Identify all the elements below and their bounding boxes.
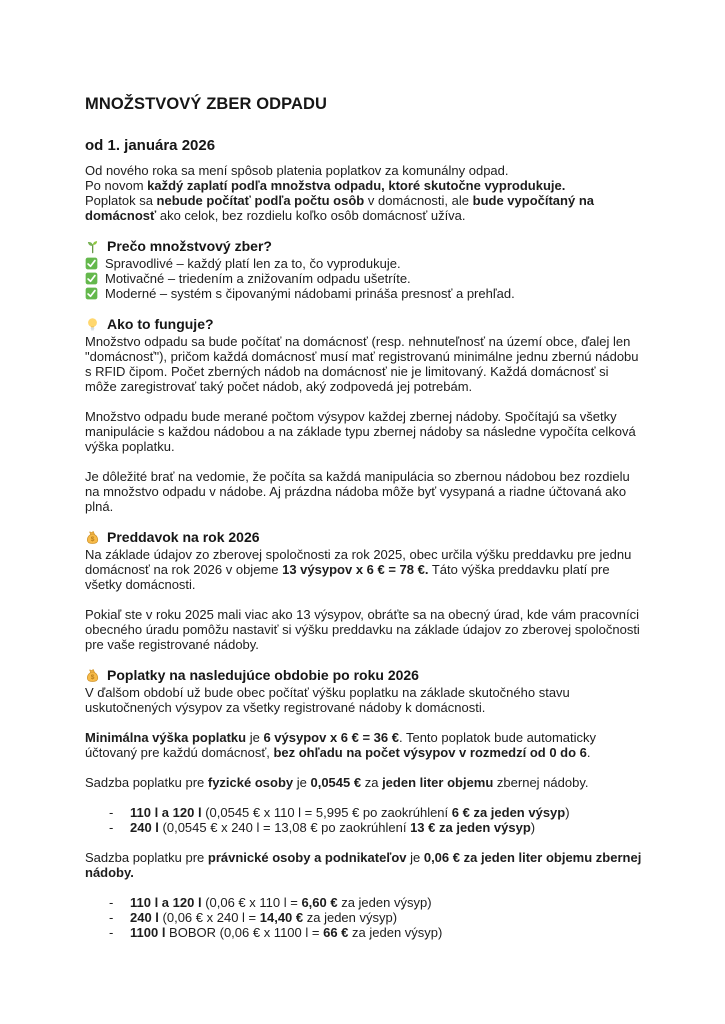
section-heading-label: Poplatky na nasledujúce obdobie po roku 2026 (107, 667, 419, 683)
text-run: Poplatok sa (85, 193, 157, 208)
check-list (85, 256, 643, 301)
text-run: (0,0545 € x 110 l = 5,995 € po zaokrúhlení (201, 805, 452, 820)
text-run: 6 výsypov x 6 € = 36 € (263, 730, 399, 745)
check-icon (85, 287, 98, 300)
text-run: právnické osoby a podnikateľov (207, 850, 407, 865)
text-run: bez ohľadu na počet výsypov v rozmedzí od 0 do 6 (273, 745, 587, 760)
text-run: 6 € za jeden výsyp (451, 805, 566, 820)
paragraph (85, 730, 643, 760)
text-run: za jeden výsyp) (348, 925, 443, 940)
text-run: 13 výsypov x 6 € = 78 €. (282, 562, 429, 577)
check-list-item (85, 256, 643, 271)
paragraph (85, 547, 643, 592)
text-run: Množstvo odpadu bude merané počtom výsypov každej zbernej nádoby. Spočítajú sa všetky manipulácie s každou nádobou a na základe typu zbernej nádoby sa následne vypočíta celková výška poplatku. (85, 409, 636, 454)
document-title: MNOŽSTVOVÝ ZBER ODPADU (85, 95, 328, 113)
paragraph (85, 850, 643, 880)
svg-text:$: $ (90, 536, 95, 544)
moneybag-icon (85, 530, 100, 545)
section-heading-label: Ako to funguje? (107, 316, 214, 332)
text-run: je (246, 730, 264, 745)
text-run: Minimálna výška poplatku (85, 730, 247, 745)
text-run: je (406, 850, 424, 865)
text-run: 66 € (323, 925, 349, 940)
list-item (85, 910, 643, 925)
text-run: Je dôležité brať na vedomie, že počíta sa každá manipulácia so zbernou nádobou bez rozdielu na množstvo odpadu v nádobe. Aj prázdna nádoba môže byť vysypaná a riadne účtovaná ako plná. (85, 469, 630, 514)
text-run: 14,40 € (259, 910, 304, 925)
text-run: 0,06 € za jeden liter objemu zbernej nádoby. (85, 850, 642, 880)
list-marker: - (109, 805, 114, 820)
text-run: je (293, 775, 311, 790)
section-heading (85, 238, 643, 255)
check-item-label: Spravodlivé – každý platí len za to, čo vyprodukuje. (105, 256, 401, 271)
text-run: ako celok, bez rozdielu koľko osôb domácnosť užíva. (156, 208, 466, 223)
text-run: 110 l a 120 l (130, 895, 202, 910)
text-run: Od nového roka sa mení spôsob platenia poplatkov za komunálny odpad. (85, 163, 509, 178)
paragraph (85, 685, 643, 715)
paragraph (85, 334, 643, 394)
text-run: Sadzba poplatku pre (85, 775, 208, 790)
text-run: 110 l a 120 l (130, 805, 202, 820)
list-marker: - (109, 925, 114, 940)
section-heading (85, 316, 643, 333)
section-heading-label: Prečo množstvový zber? (107, 238, 272, 254)
dash-list (85, 895, 643, 940)
section-heading-label: Preddavok na rok 2026 (107, 529, 260, 545)
paragraph (85, 607, 643, 652)
document-page (85, 94, 643, 955)
paragraph (85, 163, 643, 223)
text-run: Pokiaľ ste v roku 2025 mali viac ako 13 výsypov, obráťte sa na obecný úrad, kde vám pracovníci obecného úradu pomôžu nastaviť si výšku preddavku na základe údajov zo zberovej spoločnosti pre vaše registrované nádoby. (85, 607, 640, 652)
seedling-icon (85, 239, 100, 254)
text-run: 1100 l (130, 925, 166, 940)
text-run: Po novom (85, 178, 148, 193)
text-run: zbernej nádoby. (493, 775, 589, 790)
check-icon (85, 257, 98, 270)
section-heading (85, 529, 643, 546)
text-run: ) (565, 805, 570, 820)
document-content (85, 163, 643, 940)
text-run: v domácnosti, ale (364, 193, 473, 208)
check-list-item (85, 271, 643, 286)
text-run: Množstvo odpadu sa bude počítať na domácnosť (resp. nehnuteľnosť na území obce, ďalej len "domácnosť"), pričom každá domácnosť musí mať registrovanú minimálne jednu zbernú nádobu s RFID čipom. Počet zberných nádob na domácnosť nie je limitovaný. Každá domácnosť si môže zaregistrovať taký počet nádob, aký zodpovedá jej potrebám. (85, 334, 639, 394)
text-run: 240 l (130, 820, 159, 835)
list-item (85, 805, 643, 820)
text-run: za jeden výsyp) (337, 895, 432, 910)
text-run: Sadzba poplatku pre (85, 850, 208, 865)
text-run: (0,06 € x 110 l = (201, 895, 302, 910)
list-marker: - (109, 910, 114, 925)
text-run: jeden liter objemu (382, 775, 494, 790)
text-run: . (586, 745, 591, 760)
text-run: Na základe údajov zo zberovej spoločnosti za rok 2025, obec určila výšku preddavku pre jednu domácnosť na rok 2026 v objeme (85, 547, 632, 577)
text-run: bude vypočítaný na domácnosť (85, 193, 594, 223)
check-item-label: Moderné – systém s čipovanými nádobami prináša presnosť a prehľad. (105, 286, 515, 301)
text-run: 6,60 € (301, 895, 338, 910)
document-subtitle: od 1. januára 2026 (85, 137, 216, 154)
text-run: Táto výška preddavku platí pre všetky domácnosti. (85, 562, 610, 592)
text-run: 13 € za jeden výsyp (410, 820, 531, 835)
bulb-icon (85, 317, 100, 332)
text-run: fyzické osoby (207, 775, 294, 790)
svg-text:$: $ (90, 674, 95, 682)
check-item-label: Motivačné – triedením a znižovaním odpadu ušetríte. (105, 271, 411, 286)
text-run: každý zaplatí podľa množstva odpadu, ktoré skutočne vyprodukuje. (147, 178, 566, 193)
text-run: V ďalšom období už bude obec počítať výšku poplatku na základe skutočného stavu uskutočnených výsypov za všetky registrované nádoby k domácnosti. (85, 685, 570, 715)
paragraph (85, 409, 643, 454)
text-run: BOBOR (0,06 € x 1100 l = (165, 925, 324, 940)
paragraph (85, 469, 643, 514)
dash-list (85, 805, 643, 835)
list-item (85, 925, 643, 940)
list-marker: - (109, 820, 114, 835)
section-heading (85, 667, 643, 684)
text-run: . Tento poplatok bude automaticky účtovaný pre každú domácnosť, (85, 730, 597, 760)
moneybag-icon (85, 668, 100, 683)
text-run: 0,0545 € (310, 775, 362, 790)
check-list-item (85, 286, 643, 301)
text-run: 240 l (130, 910, 159, 925)
list-item (85, 820, 643, 835)
text-run: za (361, 775, 383, 790)
text-run: (0,0545 € x 240 l = 13,08 € po zaokrúhlení (158, 820, 411, 835)
text-run: (0,06 € x 240 l = (158, 910, 260, 925)
check-icon (85, 272, 98, 285)
list-item (85, 895, 643, 910)
text-run: nebude počítať podľa počtu osôb (156, 193, 365, 208)
paragraph (85, 775, 643, 790)
list-marker: - (109, 895, 114, 910)
text-run: za jeden výsyp) (303, 910, 398, 925)
text-run: ) (530, 820, 536, 835)
